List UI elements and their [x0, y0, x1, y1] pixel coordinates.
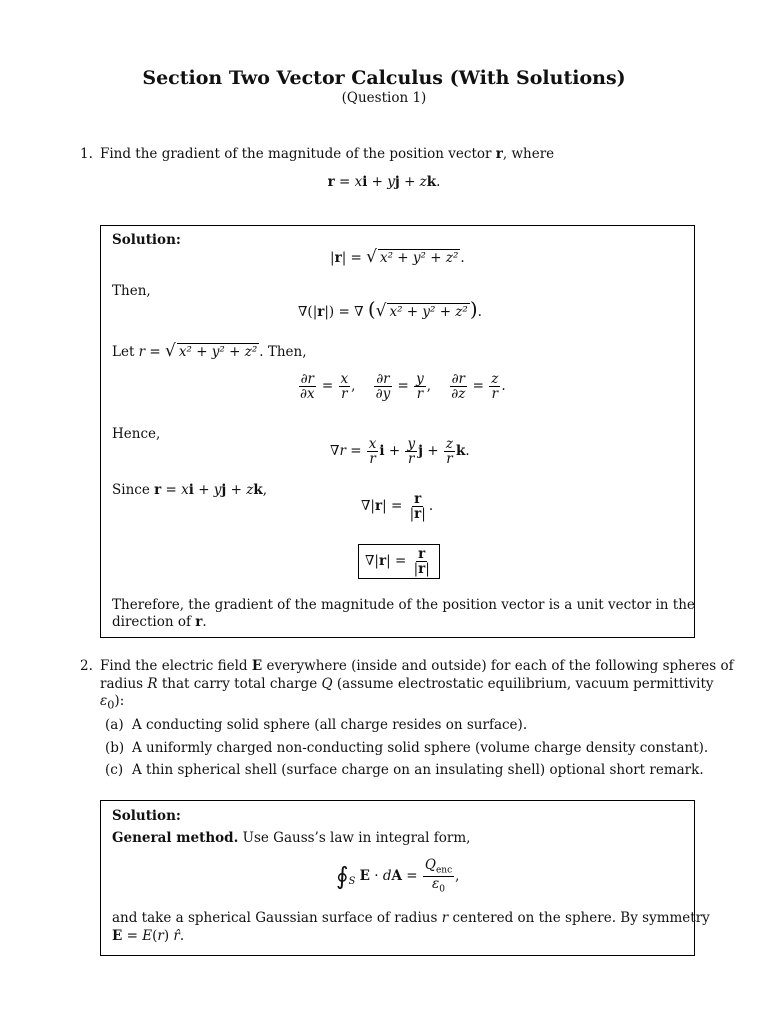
question-1 — [80, 146, 700, 164]
general-method-line: General method. Use Gauss’s law in integral form, — [112, 830, 471, 846]
text-hence: Hence, — [112, 426, 161, 442]
conclusion-line-1: Therefore, the gradient of the magnitude of the position vector is a unit vector in the — [112, 597, 695, 613]
text-then: Then, — [112, 283, 151, 299]
list-item: (c) A thin spherical shell (surface charge on an insulating shell) optional short remark. — [105, 762, 704, 778]
solution-label: Solution: — [112, 232, 181, 248]
equation-magnitude: |r| = √ x² + y² + z² . — [330, 247, 465, 267]
question-2 — [80, 658, 734, 713]
equation-gradient-def: ∇(|r|) = ∇ (√ x² + y² + z² ). — [298, 297, 482, 321]
text-let: Let r = √ x² + y² + z² . Then, — [112, 341, 307, 361]
equation-unit-vector: ∇|r| = $\frac{r}{|r|}$ . — [361, 491, 434, 523]
equation-grad-r: ∇r = $\frac{x}{r}$ i + $\frac{y}{r}$ j + $\frac{z}{r}$ k. — [330, 436, 470, 468]
list-item: (b) A uniformly charged non-conducting solid sphere (volume charge density constant). — [105, 740, 709, 756]
question-text: Find the gradient of the magnitude of the position vector r, where — [100, 146, 555, 162]
page-title: Section Two Vector Calculus (With Solutions) — [142, 67, 626, 89]
question-number: 2. — [80, 658, 93, 674]
equation-gauss-law: $∮_S$ E · dA = $\frac{Q_{enc}}{\varepsilon_0}$ , — [336, 857, 460, 895]
page-subtitle: (Question 1) — [341, 90, 427, 106]
text-gaussian-surface: and take a spherical Gaussian surface of radius r centered on the sphere. By symmetry — [112, 910, 710, 926]
list-item: (a) A conducting solid sphere (all charge resides on surface). — [105, 717, 528, 733]
equation-symmetry: E = E(r) r̂. — [112, 928, 185, 944]
equation-position-vector: r = xi + yj + zk. — [327, 174, 441, 190]
question-number: 1. — [80, 146, 93, 162]
boxed-result: ∇|r| = $\frac{r}{|r|}$ — [358, 544, 440, 579]
conclusion-line-2: direction of r. — [112, 614, 207, 630]
solution-label: Solution: — [112, 808, 181, 824]
question-text: Find the electric field E everywhere (inside and outside) for each of the following spheres of radius R that carry total charge Q (assume electrostatic equilibrium, vacuum permittivity $\varepsilon_0$): — [100, 658, 734, 712]
equation-partials: $\frac{\partial r}{\partial x}$ = $\frac{x}{r}$ , $\frac{\partial r}{\partial y}$ = $\frac{y}{r}$ , $\frac{\partial r}{\partial z}$ = $\frac{z}{r}$ . — [300, 371, 506, 403]
text-since: Since r = xi + yj + zk, — [112, 482, 267, 498]
